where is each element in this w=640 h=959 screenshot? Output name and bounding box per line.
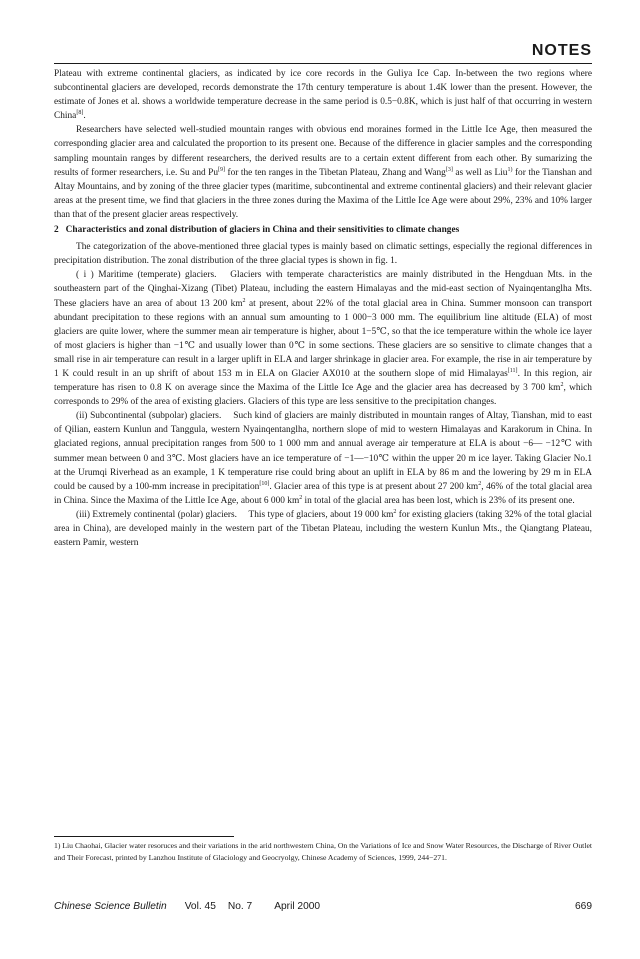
text-run: (ii) Subcontinental (subpolar) glaciers. Such kind of glaciers are mainly distributed in mountain ranges of Altay, Tianshan, mid to east of Qilian, eastern Kunlun and Tanggula, western Nyainqentanglha, northern slope of mid to western Himalayas and Karakorum in China. In glaciated regions, annual precipitation ranges from 500 to 1 000 mm and annual average air temperature at ELA is about −6— −12℃ with summer mean between 0 and 3℃. Most glaciers have an ice temperature of −1—−10℃ within the upper 20 m ice layer. Taking Glacier No.1 at the Urumqi Riverhead as an example, 1 K temperature rise could bring about an uplift in ELA by 86 m and the lowering by 29 m in ELA could be caused by a 100-mm increase in precipitation bbox=[54, 411, 592, 492]
paragraph-maritime-glaciers bbox=[54, 268, 592, 409]
page-footer bbox=[54, 901, 592, 912]
text-run: for existing glaciers (taking 32% of the total glacial area in China), are developed mainly in the western part of the Tibetan Plateau, including the western Kunlun Mts., the Qiangtang Plateau, eastern Pamir, western bbox=[54, 509, 592, 549]
journal-page bbox=[54, 42, 592, 937]
paragraph-continued bbox=[54, 67, 592, 123]
text-run: , 46% of the total glacial area in China. Since the Maxima of the Little Ice Age, about 6 000 km bbox=[54, 481, 592, 506]
text-run: . Glacier area of this type is at present about 27 200 km bbox=[269, 481, 479, 492]
issue-number: No. 7 bbox=[227, 901, 253, 912]
text-run: for the ten ranges in the Tibetan Plateau, Zhang and Wang bbox=[225, 167, 446, 178]
text-run: Researchers have selected well-studied mountain ranges with obvious end moraines formed in the Little Ice Age, then measured the corresponding glacier area and calculated the proportion to its present one. Because of the difference in glacier samples and the corresponding sampling mountain ranges by different researchers, the derived results are to a certain extent different from each other. By sumarizing the results of former researchers, i.e. Su and Pu bbox=[54, 125, 592, 178]
footnote-text: Liu Chaohai, Glacier water resoruces and their variations in the arid northwestern China, On the Variations of Ice and Snow Water Resources, the Discharge of River Outlet and Their Forecast, printed by Lanzhou Institute of Glaciology and Geocryolgy, Chinese Academy of Sciences, 1999, 244−271. bbox=[54, 841, 592, 862]
paragraph-categorization: The categorization of the above-mentioned three glacial types is mainly based on climatic settings, especially the regional differences in precipitation distribution. The zonal distribution of the three glacial types is shown in fig. 1. bbox=[54, 242, 592, 267]
text-run: , which corresponds to 29% of the area of existing glaciers. Glaciers of this type are less sensitive to the precipitation changes. bbox=[54, 383, 592, 408]
paragraph-little-ice-age bbox=[54, 123, 592, 222]
text-run: for the Tianshan and Altay Mountains, and by zoning of the three glacier types (maritime, subcontinental and extreme continental glaciers) and their relevant glacier areas at the present time, we find that glaciers in the three zones during the Maxima of the Little Ice Age were about 29%, 23% and 10% larger than that of the present glacier areas respectively. bbox=[54, 167, 592, 220]
footnote-block bbox=[54, 836, 592, 864]
text-run: at present, about 22% of the total glacial area in China. Summer monsoon can transport abundant precipitation to these regions with an annual sum amounting to 1 000−3 000 mm. The equilibrium line altitude (ELA) of most glaciers are quite lower, where the summer mean air temperature is higher, about 1−5℃, so that the ice temperature within the whole ice layer of most glaciers is higher than −1℃ and usually lower than 0℃ in some sections. These glaciers are so sensitive to climate changes that a small rise in air temperature can result in a larger uplift in ELA and larger shrinkage in glacier area. For example, the rise in air temperature by 1 K could result in an up shrift of about 153 m in ELA on Glacier AX010 at the southern slope of mid Himalayas bbox=[54, 298, 592, 379]
footnote-rule bbox=[54, 836, 234, 837]
citation-ref: [11] bbox=[507, 367, 518, 374]
text-run: as well as Liu bbox=[452, 167, 508, 178]
footnote-marker: 1) bbox=[54, 841, 61, 850]
text-run: (iii) Extremely continental (polar) glaciers. This type of glaciers, about 19 000 km bbox=[76, 509, 394, 520]
text-run: ( i ) Maritime (temperate) glaciers. Glaciers with temperate characteristics are mainly distributed in the Hengduan Mts. in the southeastern part of the Qinghai-Xizang (Tibet) Plateau, including the eastern Himalayas and the mid-east section of Nyainqentanglha Mts. These glaciers have an area of about 13 200 km bbox=[54, 270, 592, 309]
page-number: 669 bbox=[575, 901, 592, 912]
footnote-ref: 1) bbox=[507, 166, 513, 173]
section-header: NOTES bbox=[531, 42, 592, 59]
journal-name: Chinese Science Bulletin bbox=[54, 901, 167, 912]
header-rule bbox=[54, 63, 592, 64]
issue-date: April 2000 bbox=[274, 901, 321, 912]
footnote bbox=[54, 840, 592, 864]
citation-ref: [3] bbox=[445, 166, 453, 173]
superscript: 2 bbox=[299, 494, 303, 501]
paragraph-continental-glaciers bbox=[54, 508, 592, 550]
text-run: Plateau with extreme continental glaciers, as indicated by ice core records in the Guliya Ice Cap. In-between the two regions where subcontinental glaciers are developed, records demonstrate the 17th century temperature is about 1.4K lower than the present. However, the estimate of Jones et al. shows a worldwide temperature decrease in the same period is 0.5−0.8K, which is just half of that occurring in western China bbox=[54, 69, 592, 122]
text-run: . bbox=[83, 111, 86, 122]
section-heading: 2 Characteristics and zonal distribution of glaciers in China and their sensitivities to climate changes bbox=[54, 225, 460, 236]
superscript: 2 bbox=[560, 381, 564, 388]
text-run: . In this region, air temperature has risen to 0.8 K on average since the Maxima of the Little Ice Age and the glacier area has decreased by 3 700 km bbox=[54, 368, 592, 394]
paragraph-subcontinental-glaciers bbox=[54, 409, 592, 508]
superscript: 2 bbox=[242, 297, 246, 304]
text-run: in total of the glacial area has been lost, which is 23% of its present one. bbox=[302, 495, 575, 506]
superscript: 2 bbox=[478, 480, 482, 487]
volume: Vol. 45 bbox=[184, 901, 216, 912]
body-text bbox=[54, 67, 592, 550]
citation-ref: [10] bbox=[259, 480, 270, 487]
superscript: 2 bbox=[393, 508, 397, 515]
citation-ref: [8] bbox=[76, 110, 84, 117]
citation-ref: [9] bbox=[218, 166, 226, 173]
